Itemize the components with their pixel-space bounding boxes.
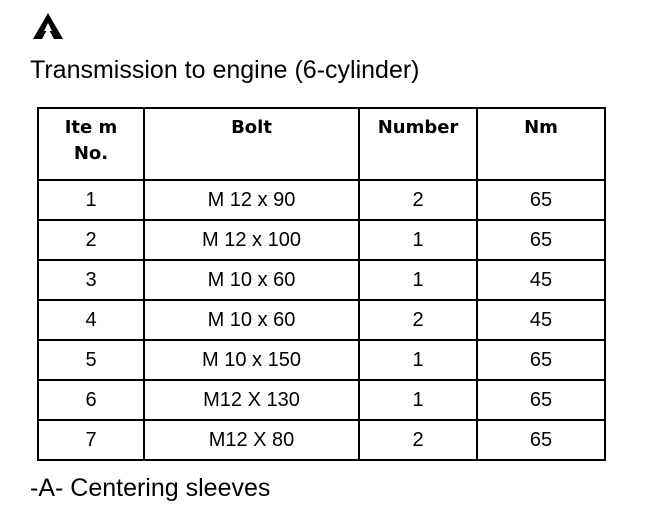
cell-number: 2 [359, 300, 477, 340]
cell-bolt: M 12 x 90 [144, 180, 359, 220]
cell-nm: 65 [477, 380, 605, 420]
cell-number: 2 [359, 180, 477, 220]
cell-number: 2 [359, 420, 477, 460]
table-row [38, 300, 605, 340]
cell-number: 1 [359, 380, 477, 420]
bolt-spec-table [37, 107, 606, 461]
column-header-nm-label: Nm [524, 117, 558, 138]
cell-number: 1 [359, 260, 477, 300]
cell-bolt: M12 X 80 [144, 420, 359, 460]
cell-nm: 45 [477, 300, 605, 340]
cell-item: 7 [38, 420, 144, 460]
table-row [38, 260, 605, 300]
cell-number: 1 [359, 220, 477, 260]
column-header-bolt [144, 108, 359, 180]
cell-item: 5 [38, 340, 144, 380]
cell-bolt: M 10 x 150 [144, 340, 359, 380]
table-row [38, 220, 605, 260]
column-header-number [359, 108, 477, 180]
table-row [38, 380, 605, 420]
cell-item: 2 [38, 220, 144, 260]
cell-nm: 65 [477, 180, 605, 220]
table-header-row [38, 108, 605, 180]
column-header-item-line1: Ite m [64, 117, 118, 138]
table-body [38, 180, 605, 460]
cell-item: 3 [38, 260, 144, 300]
cell-nm: 65 [477, 420, 605, 460]
table-row [38, 420, 605, 460]
footnote-centering-sleeves: -A- Centering sleeves [30, 474, 271, 502]
cell-nm: 65 [477, 340, 605, 380]
table-row [38, 340, 605, 380]
cell-item: 4 [38, 300, 144, 340]
logo-a-icon [32, 12, 64, 40]
cell-item: 1 [38, 180, 144, 220]
cell-bolt: M 12 x 100 [144, 220, 359, 260]
cell-number: 1 [359, 340, 477, 380]
cell-item: 6 [38, 380, 144, 420]
cell-bolt: M12 X 130 [144, 380, 359, 420]
table-row [38, 180, 605, 220]
column-header-bolt-label: Bolt [231, 117, 272, 138]
column-header-number-label: Number [377, 117, 459, 138]
cell-bolt: M 10 x 60 [144, 260, 359, 300]
column-header-item-line2: No. [73, 143, 109, 164]
column-header-item-no [38, 108, 144, 180]
cell-bolt: M 10 x 60 [144, 300, 359, 340]
cell-nm: 45 [477, 260, 605, 300]
table-header [38, 108, 605, 180]
column-header-nm [477, 108, 605, 180]
page-title: Transmission to engine (6-cylinder) [30, 56, 420, 84]
cell-nm: 65 [477, 220, 605, 260]
